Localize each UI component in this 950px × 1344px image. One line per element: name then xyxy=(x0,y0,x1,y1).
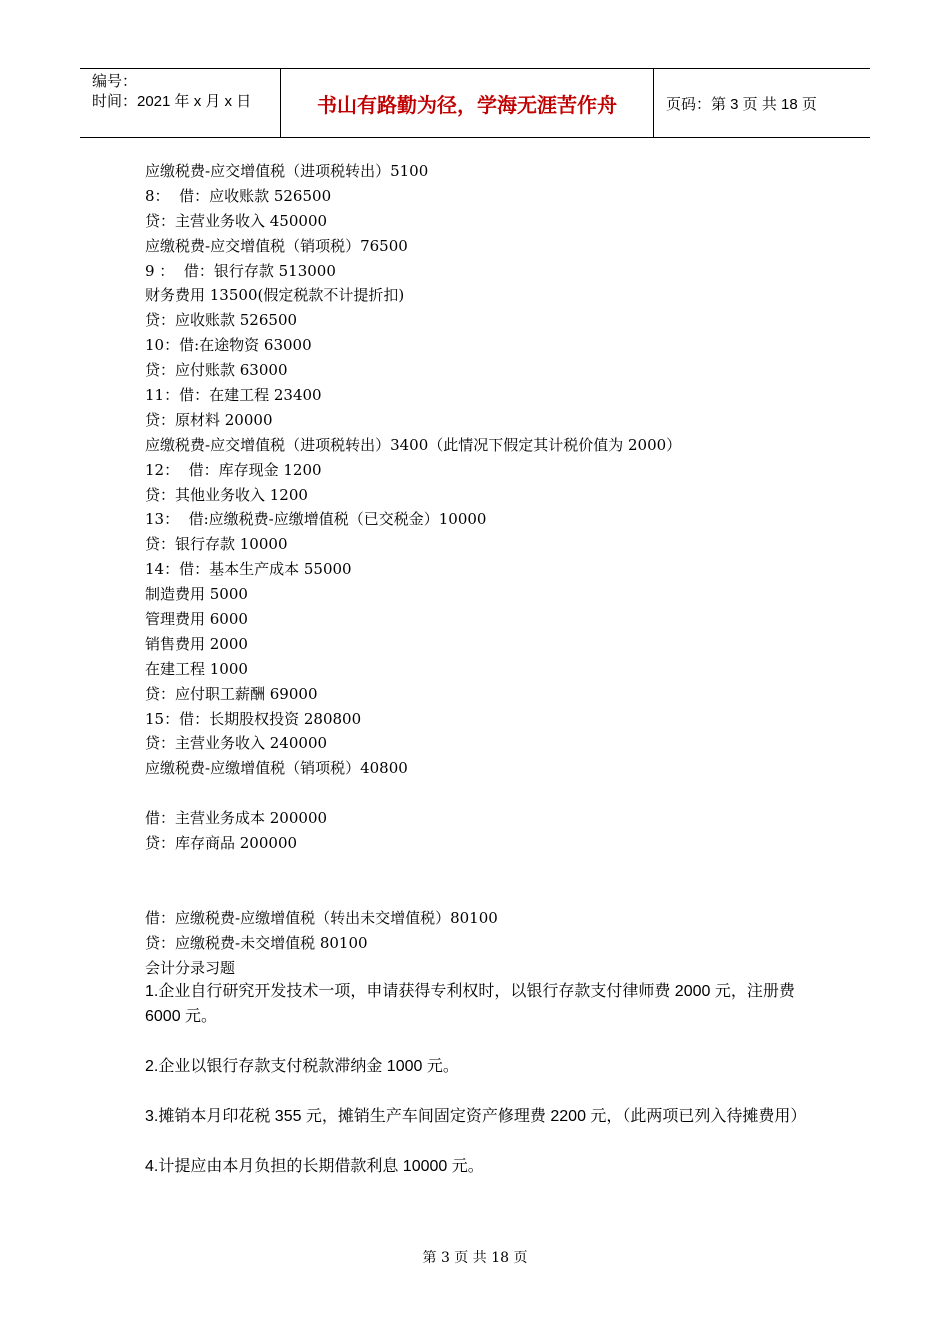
entry-line: 在建工程 1000 xyxy=(145,659,248,678)
entry-line: 贷：其他业务收入 1200 xyxy=(145,485,308,504)
entry-line: 贷：应收账款 526500 xyxy=(145,311,298,330)
entry-line: 贷：应付账款 63000 xyxy=(145,361,288,380)
page-header xyxy=(80,68,870,138)
blank-line xyxy=(145,856,815,881)
blank-line xyxy=(145,1030,815,1055)
entry-line: 贷：主营业务收入 450000 xyxy=(145,211,328,230)
entry-line: 借：主营业务成本 200000 xyxy=(145,809,328,828)
entry-line: 贷：主营业务收入 240000 xyxy=(145,734,328,753)
blank-line xyxy=(145,781,815,806)
entry-line: 9 ： 借：银行存款 513000 xyxy=(145,261,336,280)
entry-line: 12： 借：库存现金 1200 xyxy=(145,460,322,479)
entry-line: 贷：应缴税费-未交增值税 80100 xyxy=(145,933,368,952)
entry-line: 11：借：在建工程 23400 xyxy=(145,386,322,405)
time-label: 时间：2021 年 x 月 x 日 xyxy=(92,93,252,110)
document-body xyxy=(145,159,815,1180)
entry-line: 应缴税费-应交增值税（进项税转出）5100 xyxy=(145,162,429,180)
entry-line: 贷：应付职工薪酬 69000 xyxy=(145,684,318,703)
entry-line: 制造费用 5000 xyxy=(145,585,248,604)
header-page-code: 页码：第 3 页 共 18 页 xyxy=(666,95,817,113)
blank-line xyxy=(145,1080,815,1105)
question-item: 2.企业以银行存款支付税款滞纳金 1000 元。 xyxy=(145,1058,459,1076)
entry-line: 8： 借：应收账款 526500 xyxy=(145,186,332,205)
page-footer: 第 3 页 共 18 页 xyxy=(422,1250,528,1266)
question-item: 3.摊销本月印花税 355 元，摊销生产车间固定资产修理费 2200 元，（此两项已列入待摊费用） xyxy=(145,1107,807,1125)
question-item: 1.企业自行研究开发技术一项，申请获得专利权时，以银行存款支付律师费 2000 元，注册费 6000 元。 xyxy=(145,983,795,1026)
entry-line: 贷：银行存款 10000 xyxy=(145,535,288,554)
blank-line xyxy=(145,881,815,906)
header-motto: 书山有路勤为径，学海无涯苦作舟 xyxy=(281,69,654,137)
blank-line xyxy=(145,1130,815,1155)
number-label: 编号： xyxy=(92,73,138,90)
header-meta xyxy=(80,69,281,137)
entry-line: 贷：原材料 20000 xyxy=(145,410,273,429)
entry-line: 贷：库存商品 200000 xyxy=(145,834,298,853)
entry-line: 应缴税费-应交增值税（进项税转出）3400（此情况下假定其计税价值为 2000） xyxy=(145,435,682,454)
entry-line: 管理费用 6000 xyxy=(145,610,248,629)
entry-line: 应缴税费-应缴增值税（销项税）40800 xyxy=(145,759,408,778)
question-item: 4.计提应由本月负担的长期借款利息 10000 元。 xyxy=(145,1157,484,1175)
entry-line: 10：借:在途物资 63000 xyxy=(145,336,312,355)
section-title: 会计分录习题 xyxy=(145,958,236,977)
entry-line: 应缴税费-应交增值税（销项税）76500 xyxy=(145,236,408,255)
entry-line: 借：应缴税费-应缴增值税（转出未交增值税）80100 xyxy=(145,908,498,927)
entry-line: 14：借：基本生产成本 55000 xyxy=(145,560,352,579)
entry-line: 财务费用 13500(假定税款不计提折扣) xyxy=(145,286,405,305)
entry-line: 15：借：长期股权投资 280800 xyxy=(145,709,362,728)
entry-line: 销售费用 2000 xyxy=(145,634,248,653)
entry-line: 13： 借:应缴税费-应缴增值税（已交税金）10000 xyxy=(145,510,487,529)
